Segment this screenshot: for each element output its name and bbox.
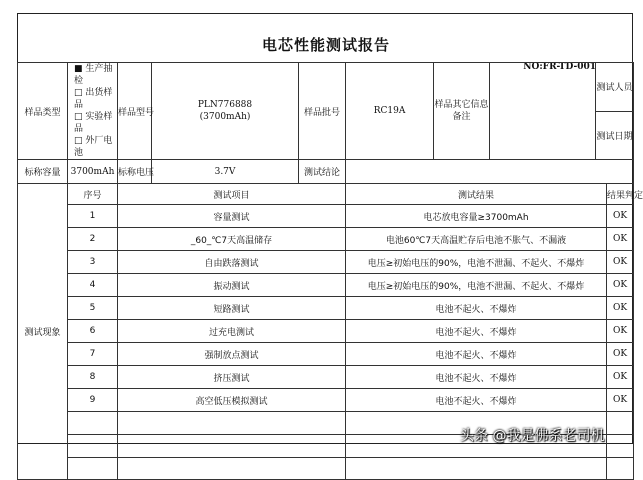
row-no <box>68 435 118 458</box>
column-header-judge: 结果判定 <box>607 184 634 205</box>
other-info-label: 样品其它信息备注 <box>434 63 490 160</box>
row-result <box>346 458 607 480</box>
batch-value: RC19A <box>346 63 434 160</box>
row-judge <box>607 435 634 458</box>
watermark: 头条 @我是佛系老司机 <box>460 428 605 444</box>
row-result: 电池不起火、不爆炸 <box>346 389 607 412</box>
row-item <box>118 458 346 480</box>
document-number: NO:FR-TD-001 <box>523 62 596 72</box>
sample-type-option[interactable]: ■ 生产抽检 <box>74 64 113 86</box>
row-item: 短路测试 <box>118 297 346 320</box>
row-no: 7 <box>68 343 118 366</box>
row-judge: OK <box>607 343 634 366</box>
row-no <box>68 412 118 435</box>
row-item: _60_℃7天高温储存 <box>118 228 346 251</box>
row-result: 电池不起火、不爆炸 <box>346 366 607 389</box>
row-result: 电池不起火、不爆炸 <box>346 320 607 343</box>
row-item: 强制放点测试 <box>118 343 346 366</box>
row-judge: OK <box>607 297 634 320</box>
table-row <box>18 274 634 297</box>
row-result: 电芯放电容量≥3700mAh <box>346 205 607 228</box>
row-no: 3 <box>68 251 118 274</box>
row-judge <box>607 458 634 480</box>
row-judge <box>607 412 634 435</box>
row-item: 过充电测试 <box>118 320 346 343</box>
nominal-capacity-label: 标称容量 <box>18 160 68 184</box>
row-result: 电压≥初始电压的90%，电池不泄漏、不起火、不爆炸 <box>346 251 607 274</box>
model-value: PLN776888 (3700mAh) <box>152 63 299 160</box>
row-judge: OK <box>607 228 634 251</box>
table-row <box>18 389 634 412</box>
batch-label: 样品批号 <box>299 63 346 160</box>
row-judge: OK <box>607 389 634 412</box>
table-row <box>18 343 634 366</box>
nominal-capacity-value: 3700mAh <box>68 160 118 184</box>
row-result: 电池不起火、不爆炸 <box>346 297 607 320</box>
sample-type-option[interactable]: □ 外厂电池 <box>74 136 113 158</box>
row-no: 1 <box>68 205 118 228</box>
row-no: 4 <box>68 274 118 297</box>
conclusion-label: 测试结论 <box>299 160 346 184</box>
row-judge: OK <box>607 366 634 389</box>
other-info-value <box>490 63 596 160</box>
table-row <box>18 228 634 251</box>
report-table <box>17 62 643 480</box>
conclusion-value <box>346 160 634 184</box>
test-section-label: 测试现象 <box>18 184 68 480</box>
row-item: 自由跌落测试 <box>118 251 346 274</box>
row-no: 6 <box>68 320 118 343</box>
row-no: 9 <box>68 389 118 412</box>
row-item: 挤压测试 <box>118 366 346 389</box>
row-no: 8 <box>68 366 118 389</box>
table-row <box>18 205 634 228</box>
row-result: 电池不起火、不爆炸 <box>346 343 607 366</box>
row-item <box>118 435 346 458</box>
row-item: 容量测试 <box>118 205 346 228</box>
table-row <box>18 458 634 480</box>
nominal-voltage-value: 3.7V <box>152 160 299 184</box>
row-judge: OK <box>607 205 634 228</box>
report-title: 电芯性能测试报告 <box>261 36 390 54</box>
column-header-result: 测试结果 <box>346 184 607 205</box>
row-judge: OK <box>607 251 634 274</box>
sample-type-option[interactable]: □ 实验样品 <box>74 112 113 134</box>
row-judge: OK <box>607 320 634 343</box>
row-judge: OK <box>607 274 634 297</box>
row-result: 电压≥初始电压的90%，电池不泄漏、不起火、不爆炸 <box>346 274 607 297</box>
row-result: 电池60℃7天高温贮存后电池不胀气、不漏液 <box>346 228 607 251</box>
model-label: 样品型号 <box>118 63 152 160</box>
row-no <box>68 458 118 480</box>
nominal-voltage-label: 标称电压 <box>118 160 152 184</box>
table-row <box>18 297 634 320</box>
sample-type-option[interactable]: □ 出货样品 <box>74 88 113 110</box>
tester-label: 测试人员 <box>596 63 634 112</box>
row-item: 振动测试 <box>118 274 346 297</box>
row-no: 2 <box>68 228 118 251</box>
test-date-label: 测试日期 <box>596 111 634 160</box>
table-row <box>18 366 634 389</box>
column-header-item: 测试项目 <box>118 184 346 205</box>
sample-type-label: 样品类型 <box>18 63 68 160</box>
row-no: 5 <box>68 297 118 320</box>
table-row <box>18 251 634 274</box>
table-row <box>18 320 634 343</box>
row-item <box>118 412 346 435</box>
column-header-no: 序号 <box>68 184 118 205</box>
sample-type-options <box>68 63 118 160</box>
row-item: 高空低压模拟测试 <box>118 389 346 412</box>
